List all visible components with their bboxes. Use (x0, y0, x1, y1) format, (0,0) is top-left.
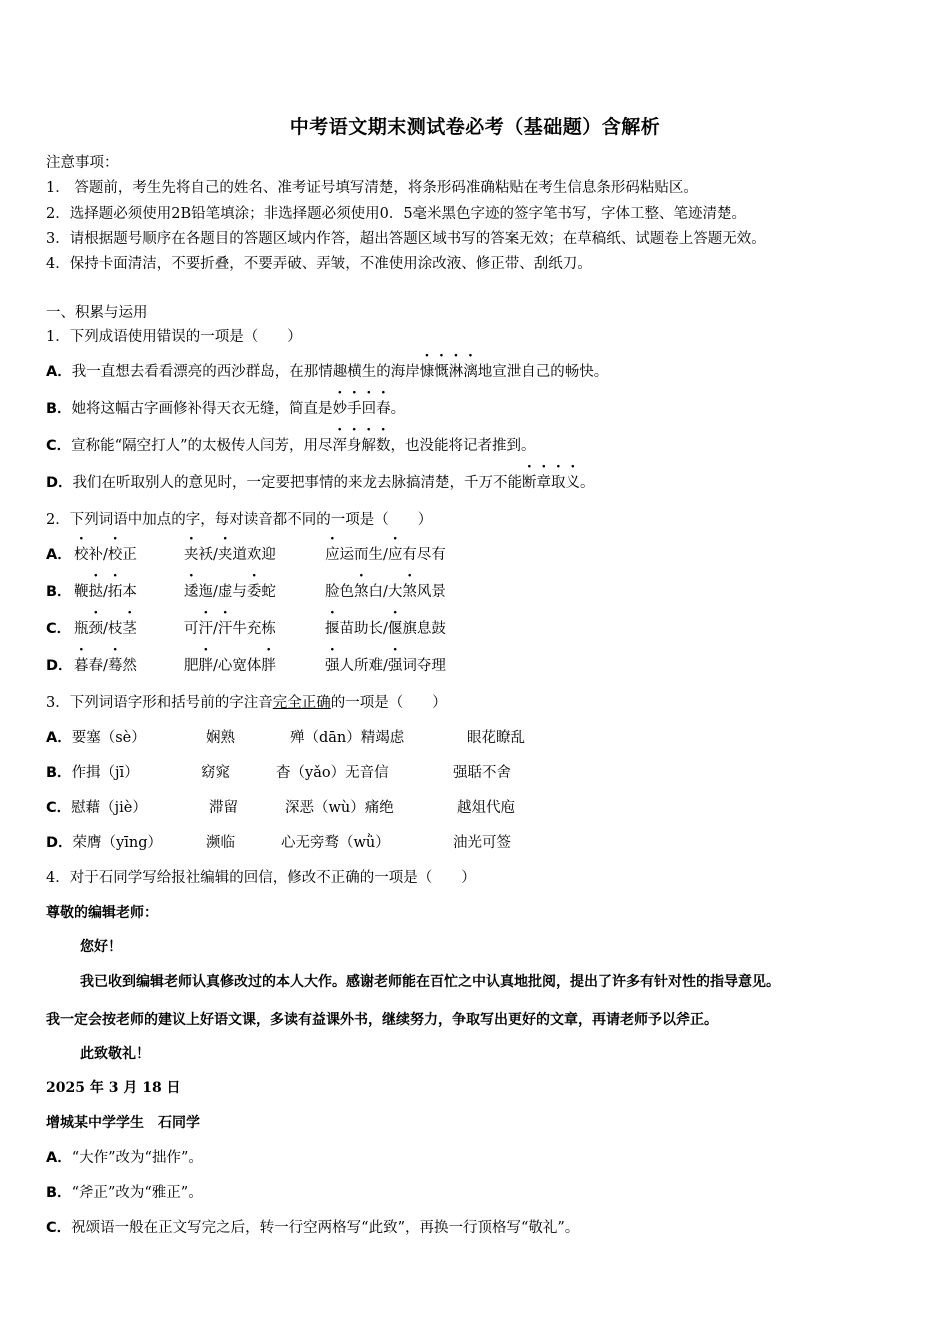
option-cell: 殚（dān）精竭虑 (290, 730, 405, 746)
dotted-char: 夹 (217, 547, 233, 563)
option-text: 她将这幅古字画修补得天衣无缝，简直是 (71, 401, 333, 417)
option-label: A． (46, 1150, 72, 1166)
option-label: C． (46, 621, 72, 637)
dotted-char: 煞 (354, 584, 369, 600)
q1-option-c[interactable] (46, 436, 535, 456)
option-text: “斧正”改为“雅正”。 (71, 1185, 203, 1201)
q2-d-word-3: 强人所难/强词夺理 (325, 658, 446, 674)
option-cell: 作揖（jī） (71, 765, 139, 781)
dotted-char: 回 (361, 401, 377, 417)
dotted-char: 汗 (217, 621, 233, 637)
q2-a-word-3: 应运而生/应有尽有 (325, 547, 446, 563)
option-label: D． (46, 658, 73, 674)
option-cell: 要塞（sè） (71, 730, 146, 746)
q2-b-word-3: 脸色煞白/大煞风景 (325, 584, 446, 600)
dotted-char: 春 (376, 401, 391, 417)
option-label: A． (46, 547, 72, 563)
dotted-char: 茎 (122, 621, 137, 637)
q4-option-a[interactable] (46, 1148, 203, 1168)
option-cell: 慰藉（jiè） (71, 800, 147, 816)
dotted-char: 颈 (88, 621, 103, 637)
notice-item-2: 2．选择题必须使用2B铅笔填涂；非选择题必须使用0．5毫米黑色字迹的签字笔书写，字体工整、笔迹清楚。 (46, 206, 747, 222)
letter-date: 2025 年 3 月 18 日 (46, 1080, 181, 1096)
dotted-char: 强 (387, 658, 403, 674)
q4-option-b[interactable] (46, 1183, 203, 1203)
letter-signature: 增城某中学学生 石同学 (46, 1115, 200, 1131)
option-text: “大作”改为“拙作”。 (71, 1150, 203, 1166)
option-label: D． (46, 475, 73, 491)
dotted-char: 校 (107, 547, 123, 563)
dotted-char: 断 (522, 475, 537, 491)
option-label: B． (46, 1185, 72, 1201)
option-label: C． (46, 438, 72, 454)
section-heading: 一、积累与运用 (46, 305, 148, 321)
letter-closing: 此致敬礼！ (80, 1046, 150, 1062)
option-text: 地宣泄自己的畅快。 (477, 364, 609, 380)
option-cell: 强聒不舍 (453, 765, 511, 781)
letter-salutation: 尊敬的编辑老师： (46, 905, 158, 921)
option-label: B． (46, 765, 72, 781)
dotted-char: 揠 (325, 621, 340, 637)
dotted-char: 煞 (402, 584, 417, 600)
option-label: C． (46, 1220, 72, 1236)
option-text: 祝颂语一般在正文写完之后，转一行空两格写“此致”，再换一行顶格写“敬礼”。 (71, 1220, 580, 1236)
q3-option-a[interactable] (46, 728, 146, 748)
notice-heading: 注意事项： (46, 155, 119, 171)
q4-stem: 4．对于石同学写给报社编辑的回信，修改不正确的一项是（ ） (46, 870, 476, 886)
q4-option-c[interactable] (46, 1218, 579, 1238)
option-text: 。 (580, 475, 595, 491)
dotted-char: 应 (387, 547, 403, 563)
option-cell: 荣膺（yīng） (72, 835, 162, 851)
underlined-text: 完全正确 (272, 695, 331, 711)
option-label: B． (46, 584, 72, 600)
dotted-char: 偃 (387, 621, 403, 637)
option-label: D． (46, 835, 73, 851)
q3-stem: 3．下列词语字形和括号前的字注音完全正确的一项是（ ） (46, 695, 447, 711)
dotted-char: 淋 (448, 364, 464, 380)
dotted-char: 身 (346, 438, 362, 454)
dotted-char: 逶 (184, 584, 199, 600)
q2-c-word-3: 揠苗助长/偃旗息鼓 (325, 621, 446, 637)
q1-option-b[interactable] (46, 399, 405, 419)
q2-c-word-1: 瓶颈/枝茎 (74, 621, 137, 637)
option-cell: 濒临 (206, 835, 235, 851)
dotted-char: 浑 (332, 438, 347, 454)
dotted-char: 夹 (184, 547, 199, 563)
option-label: B． (46, 401, 72, 417)
dotted-char: 胖 (198, 658, 213, 674)
dotted-char: 漓 (463, 364, 478, 380)
option-cell: 心无旁骛（wǜ） (281, 835, 390, 851)
q2-d-word-1: 暮春/蓦然 (74, 658, 137, 674)
q2-option-d[interactable] (46, 656, 73, 676)
q2-d-word-2: 肥胖/心宽体胖 (184, 658, 276, 674)
dotted-char: 解 (361, 438, 376, 454)
dotted-char: 挞 (88, 584, 103, 600)
q2-a-word-1: 校补/校正 (74, 547, 137, 563)
notice-item-1: 1． 答题前，考生先将自己的姓名、准考证号填写清楚，将条形码准确粘贴在考生信息条形码粘贴区。 (46, 180, 698, 196)
dotted-char: 校 (74, 547, 89, 563)
option-text: 我们在听取别人的意见时，一定要把事情的来龙去脉搞清楚，千万不能 (72, 475, 523, 491)
dotted-char: 数 (375, 438, 391, 454)
q3-option-c[interactable] (46, 798, 147, 818)
dotted-char: 取 (551, 475, 566, 491)
dotted-char: 蓦 (107, 658, 123, 674)
letter-body-2: 我一定会按老师的建议上好语文课，多读有益课外书，继续努力，争取写出更好的文章，再请老师予以斧正。 (46, 1012, 718, 1028)
option-text: 宣称能“隔空打人”的太极传人闫芳，用尽 (71, 438, 333, 454)
option-label: C． (46, 800, 72, 816)
dotted-char: 妙 (332, 401, 348, 417)
dotted-char: 暮 (74, 658, 89, 674)
option-cell: 油光可签 (453, 835, 511, 851)
dotted-char: 章 (536, 475, 552, 491)
letter-greeting: 您好！ (80, 939, 122, 955)
dotted-char: 应 (325, 547, 340, 563)
q1-option-a[interactable] (46, 362, 608, 382)
q2-stem: 2．下列词语中加点的字，每对读音都不同的一项是（ ） (46, 512, 433, 528)
q1-stem: 1．下列成语使用错误的一项是（ ） (46, 329, 302, 345)
q3-option-b[interactable] (46, 763, 139, 783)
dotted-char: 委 (246, 584, 262, 600)
dotted-char: 手 (347, 401, 362, 417)
notice-item-4: 4．保持卡面清洁，不要折叠，不要弄破、弄皱，不准使用涂改液、修正带、刮纸刀。 (46, 256, 592, 272)
q2-c-word-2: 可汗/汗牛充栋 (184, 621, 276, 637)
dotted-char: 慨 (434, 364, 449, 380)
q2-b-word-1: 鞭挞/拓本 (74, 584, 137, 600)
notice-item-3: 3．请根据题号顺序在各题目的答题区域内作答，超出答题区域书写的答案无效；在草稿纸、试题卷上答题无效。 (46, 231, 766, 247)
q2-option-b[interactable] (46, 582, 72, 602)
q2-option-a[interactable] (46, 545, 72, 565)
option-text: ，也没能将记者推到。 (390, 438, 536, 454)
dotted-char: 胖 (261, 658, 276, 674)
dotted-char: 义 (565, 475, 581, 491)
option-text: 我一直想去看看漂亮的西沙群岛，在那情趣横生的海岸 (71, 364, 420, 380)
option-cell: 杳（yǎo）无音信 (276, 765, 389, 781)
dotted-char: 慷 (419, 364, 435, 380)
dotted-char: 汗 (198, 621, 213, 637)
q3-option-d[interactable] (46, 833, 162, 853)
option-label: A． (46, 364, 72, 380)
option-cell: 眼花瞭乱 (467, 730, 525, 746)
q1-option-d[interactable] (46, 473, 595, 493)
option-cell: 越俎代庖 (457, 800, 515, 816)
dotted-char: 强 (325, 658, 340, 674)
q2-a-word-2: 夹袄/夹道欢迎 (184, 547, 276, 563)
option-cell: 娴熟 (206, 730, 235, 746)
option-cell: 窈窕 (201, 765, 230, 781)
q2-option-c[interactable] (46, 619, 71, 639)
dotted-char: 拓 (107, 584, 123, 600)
option-cell: 深恶（wù）痛绝 (285, 800, 394, 816)
page-title: 中考语文期末测试卷必考（基础题）含解析 (289, 116, 661, 138)
option-text: 。 (390, 401, 406, 417)
q2-b-word-2: 逶迤/虚与委蛇 (184, 584, 276, 600)
letter-body-1: 我已收到编辑老师认真修改过的本人大作。感谢老师能在百忙之中认真地批阅，提出了许多有针对性的指导意见。 (80, 974, 780, 990)
option-label: A． (46, 730, 72, 746)
option-cell: 滞留 (209, 800, 238, 816)
